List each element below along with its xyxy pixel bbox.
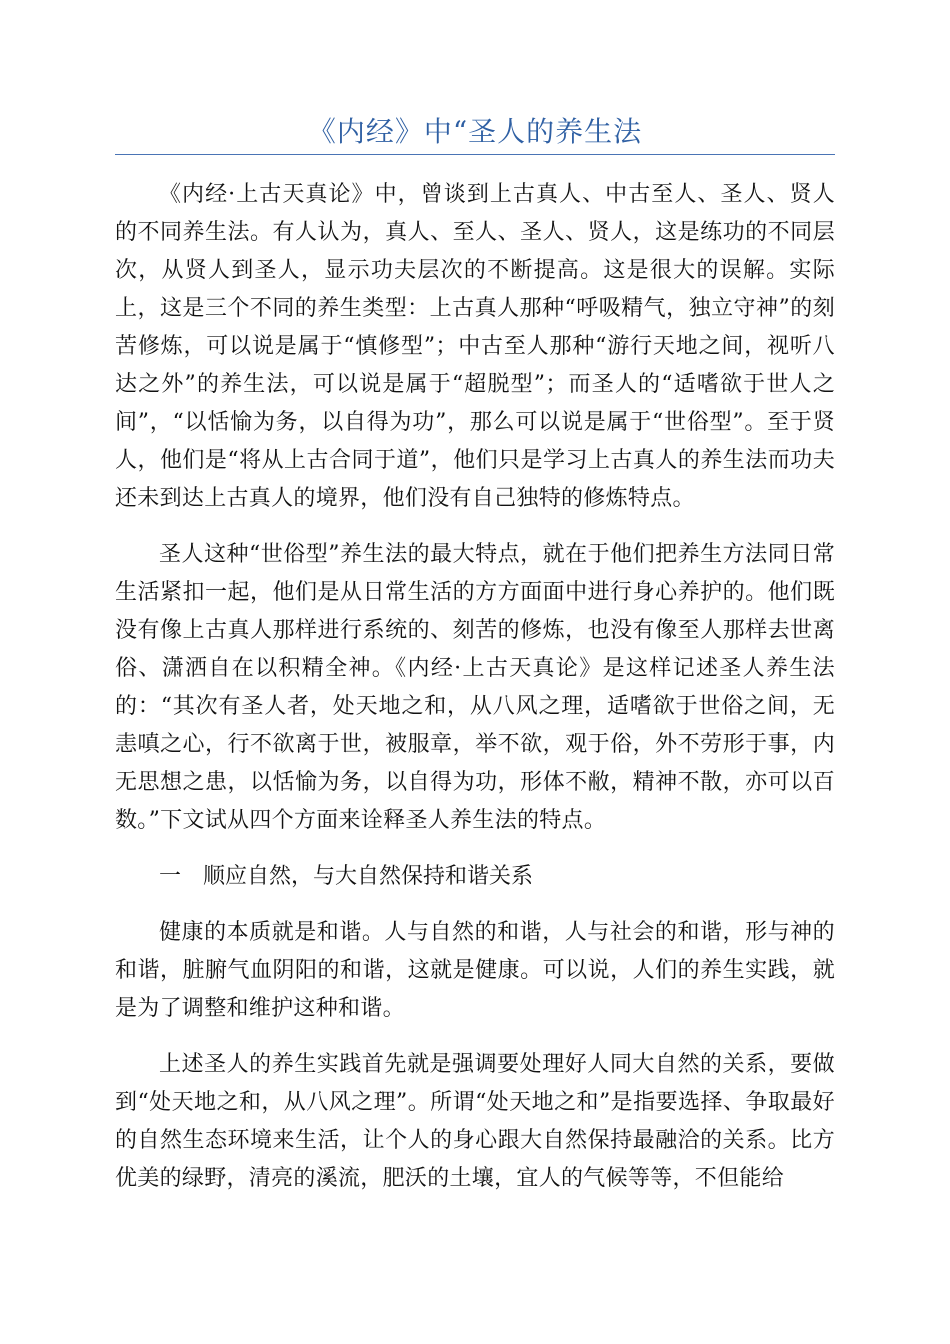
paragraph-4: 上述圣人的养生实践首先就是强调要处理好人同大自然的关系，要做到“处天地之和，从八风之理”。所谓“处天地之和”是指要选择、争取最好的自然生态环境来生活，让个人的身心跟大自然保持最融洽的关系。比方优美的绿野，清亮的溪流，肥沃的土壤，宜人的气候等等，不但能给 <box>115 1052 835 1191</box>
document-page <box>115 0 835 1344</box>
paragraph-3: 健康的本质就是和谐。人与自然的和谐，人与社会的和谐，形与神的和谐，脏腑气血阴阳的和谐，这就是健康。可以说，人们的养生实践，就是为了调整和维护这种和谐。 <box>115 920 835 1021</box>
paragraph-1: 《内经·上古天真论》中，曾谈到上古真人、中古至人、圣人、贤人的不同养生法。有人认为，真人、至人、圣人、贤人，这是练功的不同层次，从贤人到圣人，显示功夫层次的不断提高。这是很大的误解。实际上，这是三个不同的养生类型：上古真人那种“呼吸精气，独立守神”的刻苦修炼，可以说是属于“慎修型”；中古至人那种“游行天地之间，视听八达之外”的养生法，可以说是属于“超脱型”；而圣人的“适嗜欲于世人之间”，“以恬愉为务，以自得为功”，那么可以说是属于“世俗型”。至于贤人，他们是“将从上古合同于道”，他们只是学习上古真人的养生法而功夫还未到达上古真人的境界，他们没有自己独特的修炼特点。 <box>115 182 835 511</box>
paragraph-2: 圣人这种“世俗型”养生法的最大特点，就在于他们把养生方法同日常生活紧扣一起，他们是从日常生活的方方面面中进行身心养护的。他们既没有像上古真人那样进行系统的、刻苦的修炼，也没有像至人那样去世离俗、潇洒自在以积精全神。《内经·上古天真论》是这样记述圣人养生法的：“其次有圣人者，处天地之和，从八风之理，适嗜欲于世俗之间，无恚嗔之心，行不欲离于世，被服章，举不欲，观于俗，外不劳形于事，内无思想之患，以恬愉为务，以自得为功，形体不敝，精神不散，亦可以百数。”下文试从四个方面来诠释圣人养生法的特点。 <box>115 542 835 833</box>
page-title: 《内经》中“圣人的养生法 <box>307 115 643 148</box>
section-heading: 一 顺应自然，与大自然保持和谐关系 <box>159 864 534 889</box>
title-underline <box>115 154 835 155</box>
document-body <box>115 176 835 1216</box>
